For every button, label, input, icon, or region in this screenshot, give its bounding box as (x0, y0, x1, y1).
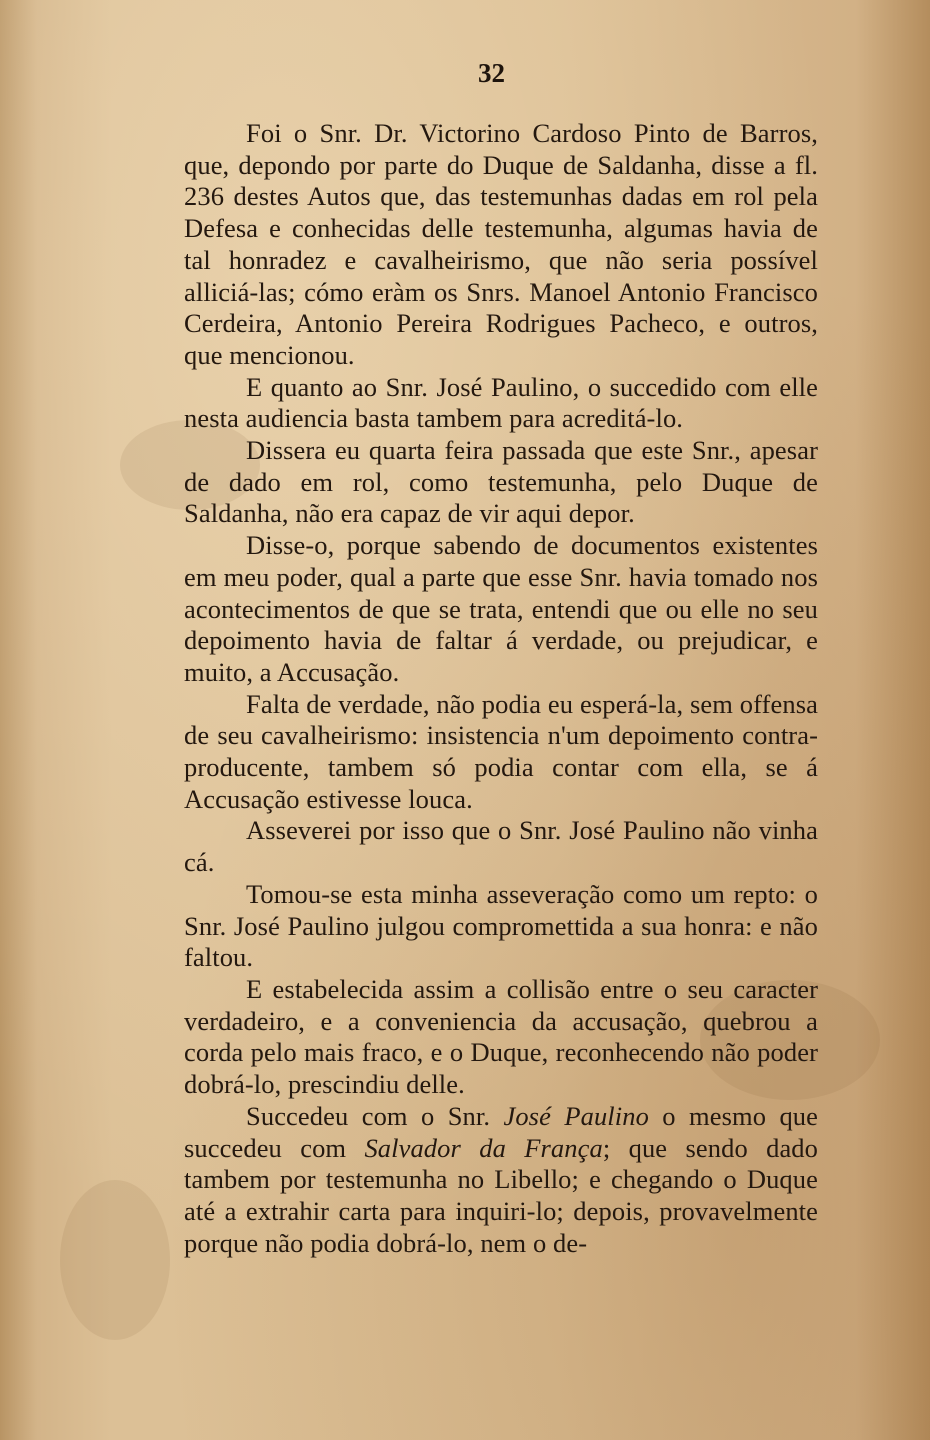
text-segment: Tomou-se esta minha asseveração como um repto: o Snr. José Paulino julgou compromettida a sua honra: e não faltou. (184, 878, 818, 973)
text-segment: o mesmo que succedeu com (184, 1100, 819, 1163)
text-segment: Dissera eu quarta feira passada que este Snr., apesar de dado em rol, como testemunha, pelo Duque de Saldanha, não era capaz de vir aqui depor. (184, 435, 818, 529)
paragraph (184, 372, 818, 435)
page-number: 32 (478, 58, 505, 88)
paragraph (184, 689, 818, 816)
paragraph (184, 530, 818, 689)
text-segment: Asseverei por isso que o Snr. José Paulino não vinha cá. (184, 815, 818, 878)
paragraph (184, 974, 818, 1101)
text-segment: E quanto ao Snr. José Paulino, o succedido com elle nesta audiencia basta tambem para acreditá-lo. (184, 371, 818, 434)
paragraph (184, 879, 818, 974)
text-segment: ; que sendo dado tambem por testemunha no Libello; e chegando o Duque até a extrahir carta para inquiri-lo; depois, provavelmente porque não podia dobrá-lo, nem o de- (184, 1132, 819, 1258)
paragraph (184, 1101, 818, 1260)
text-segment: Succedeu com o Snr. (246, 1100, 504, 1131)
text-segment: Falta de verdade, não podia eu esperá-la, sem offensa de seu cavalheirismo: insistencia n'um depoimento contra-producente, tambem só podia contar com ella, se á Accusação estivesse louca. (184, 688, 818, 814)
italic-name: Salvador da França (364, 1132, 603, 1163)
paragraph (184, 435, 818, 530)
body-text (184, 118, 818, 1259)
italic-name: José Paulino (503, 1100, 649, 1131)
text-segment: Foi o Snr. Dr. Victorino Cardoso Pinto de Barros, que, depondo por parte do Duque de Saldanha, disse a fl. 236 destes Autos que, das testemunhas dadas em rol pela Defesa e conhecidas delle testemunha, algumas havia de tal honradez e cavalheirismo, que não seria possível alliciá-las; cómo eràm os Snrs. Manoel Antonio Francisco Cerdeira, Antonio Pereira Rodrigues Pacheco, e outros, que mencionou. (184, 118, 818, 370)
paragraph (184, 118, 818, 372)
text-segment: E estabelecida assim a collisão entre o seu caracter verdadeiro, e a conveniencia da accusação, quebrou a corda pelo mais fraco, e o Duque, reconhecendo não poder dobrá-lo, prescindiu delle. (184, 973, 818, 1100)
text-segment: Disse-o, porque sabendo de documentos existentes em meu poder, qual a parte que esse Snr. havia tomado nos acontecimentos de que se trata, entendi que ou elle no seu depoimento havia de faltar á verdade, ou prejudicar, e muito, a Accusação. (184, 530, 818, 687)
paragraph (184, 815, 818, 878)
